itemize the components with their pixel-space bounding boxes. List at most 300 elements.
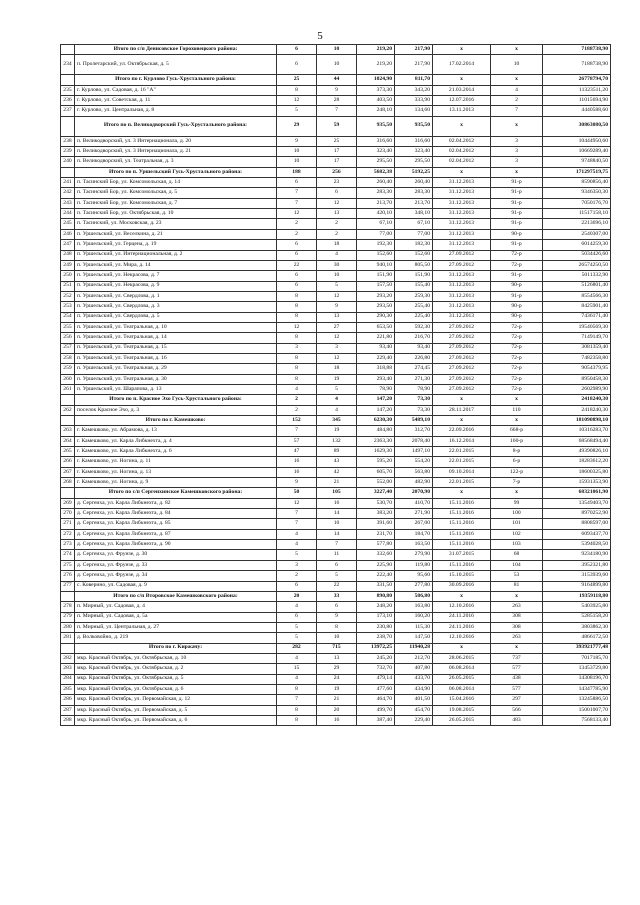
address-cell: п. Уршельский, ул. Свердлова, д. 5 [75,312,277,322]
decision-number-cell: 668-р [491,426,543,436]
decision-date-cell: 24.11.2016 [433,622,491,632]
address-cell: Итого по г. Киржачу: [75,643,277,653]
total-area-cell: 1629,30 [357,447,395,457]
total-area-cell: 293,20 [357,291,395,301]
address-cell: п. Уршельский, ул. Некрасова, д. 7 [75,271,277,281]
cost-cell: 13453729,80 [543,664,611,674]
cost-cell: 5011332,90 [543,271,611,281]
total-area-cell: 316,60 [357,136,395,146]
row-number-cell [61,395,75,405]
total-area-cell: 245,20 [357,653,395,663]
decision-date-cell: 15.11.2016 [433,519,491,529]
cost-cell: 13549403,70 [543,498,611,508]
total-area-cell: 890,80 [357,591,395,601]
decision-date-cell: 12.07.2016 [433,96,491,106]
decision-date-cell: 15.11.2016 [433,540,491,550]
cost-cell: 7188738,90 [543,55,611,75]
residential-area-cell: 343,20 [395,85,433,95]
total-area-cell: 77,00 [357,229,395,239]
decision-date-cell: x [433,416,491,426]
total-area-cell: 219,20 [357,45,395,55]
address-cell: д. Сергеиха, ул. Фрунзе, д. 33 [75,560,277,570]
table-row [61,560,611,570]
row-number-cell: 270 [61,509,75,519]
address-cell: п. Уршельский, ул. Театральная, д. 15 [75,343,277,353]
table-row [61,260,611,270]
total-area-cell: 260,40 [357,178,395,188]
residential-area-cell: 182,30 [395,240,433,250]
cost-cell: 10669289,40 [543,147,611,157]
decision-number-cell: 72-р [491,250,543,260]
apartments-count-cell: 12 [277,96,317,106]
decision-date-cell: 12.10.2016 [433,602,491,612]
cost-cell: 10316283,70 [543,426,611,436]
decision-date-cell: 15.11.2016 [433,509,491,519]
apartments-count-cell: 10 [277,157,317,167]
decision-number-cell: 7 [491,106,543,116]
cost-cell: 30863080,50 [543,116,611,136]
apartments-count-cell: 47 [277,447,317,457]
table-row [61,540,611,550]
decision-number-cell: 297 [491,695,543,705]
decision-date-cell: 27.09.2012 [433,384,491,394]
decision-number-cell: 102 [491,529,543,539]
decision-number-cell: x [491,167,543,177]
residential-area-cell: 226,80 [395,353,433,363]
total-area-cell: 147,20 [357,395,395,405]
cost-cell: 15001007,70 [543,705,611,715]
decision-number-cell: x [491,45,543,55]
total-area-cell: 477,60 [357,684,395,694]
total-area-cell: 93,40 [357,343,395,353]
decision-number-cell: 104 [491,560,543,570]
subtotal-row [61,488,611,498]
cost-cell: 68321061,90 [543,488,611,498]
address-cell: п. Мирный, ул. Центральная, д. 27 [75,622,277,632]
address-cell: п. Уршельский, ул. Театральная, д. 14 [75,333,277,343]
table-row [61,312,611,322]
decision-number-cell: 2 [491,96,543,106]
total-area-cell: 552,00 [357,478,395,488]
decision-date-cell: x [433,488,491,498]
table-row [61,426,611,436]
address-cell: п. Уршельский, ул. Свердлова, д. 1 [75,291,277,301]
decision-number-cell: 122-р [491,467,543,477]
total-area-cell: 5682,38 [357,167,395,177]
total-area-cell: 293,40 [357,374,395,384]
residential-area-cell: 78,90 [395,384,433,394]
row-number-cell [61,591,75,601]
residential-area-cell: 213,70 [395,198,433,208]
decision-number-cell: x [491,75,543,85]
apartments-count-cell: 20 [277,591,317,601]
residents-count-cell: 16 [317,498,357,508]
decision-number-cell: 6-р [491,457,543,467]
decision-date-cell: x [433,45,491,55]
residents-count-cell: 20 [317,705,357,715]
total-area-cell: 283,30 [357,188,395,198]
residential-area-cell: 2078,40 [395,436,433,446]
decision-number-cell: 91-р [491,188,543,198]
decision-date-cell: 09.10.2014 [433,467,491,477]
table-row [61,581,611,591]
total-area-cell: 3227,40 [357,488,395,498]
residential-area-cell: 5192,25 [395,167,433,177]
address-cell: г. Камешково, ул. Абрамова, д. 13 [75,426,277,436]
decision-date-cell: 06.08.2014 [433,664,491,674]
cost-cell: 15931353,90 [543,478,611,488]
row-number-cell: 242 [61,188,75,198]
address-cell: п. Тасинский, ул. Московская, д. 23 [75,219,277,229]
apartments-count-cell: 16 [277,457,317,467]
residents-count-cell: 6 [317,560,357,570]
cost-cell: 8554566,30 [543,291,611,301]
address-cell: мкр. Красный Октябрь, ул. Октябрьская, д. 2 [75,664,277,674]
address-cell: д. Сергеиха, ул. Карла Либкнехта, д. 90 [75,540,277,550]
residents-count-cell: 29 [317,664,357,674]
cost-cell: 9748840,50 [543,157,611,167]
total-area-cell: 605,70 [357,467,395,477]
page-number: 5 [317,30,323,42]
residential-area-cell: 935,50 [395,116,433,136]
residents-count-cell: 19 [317,684,357,694]
total-area-cell: 147,20 [357,405,395,415]
address-cell: мкр. Красный Октябрь, ул. Октябрьская, д. 10 [75,653,277,663]
decision-number-cell: 263 [491,602,543,612]
address-cell: Итого по с/п Денисовское Гороховецкого района: [75,45,277,55]
total-area-cell: 653,50 [357,322,395,332]
residential-area-cell: 333,90 [395,96,433,106]
residential-area-cell: 316,60 [395,136,433,146]
apartments-count-cell: 16 [277,467,317,477]
cost-cell: 14308196,70 [543,674,611,684]
apartments-count-cell: 4 [277,674,317,684]
residents-count-cell: 12 [317,353,357,363]
cost-cell: 5285158,20 [543,612,611,622]
table-row [61,209,611,219]
apartments-count-cell: 188 [277,167,317,177]
address-cell: п. Уршельский, ул. Интернациональная, д. 2 [75,250,277,260]
cost-cell: 18283612,20 [543,457,611,467]
cost-cell: 3153939,60 [543,571,611,581]
table-row [61,136,611,146]
residents-count-cell: 33 [317,591,357,601]
apartments-count-cell: 4 [277,602,317,612]
row-number-cell: 256 [61,333,75,343]
residents-count-cell: 22 [317,581,357,591]
decision-number-cell: 10 [491,55,543,75]
residential-area-cell: 212,70 [395,653,433,663]
decision-date-cell: 15.04.2016 [433,695,491,705]
residents-count-cell: 2 [317,219,357,229]
decision-date-cell: 31.12.2013 [433,219,491,229]
cost-cell: 11517158,10 [543,209,611,219]
address-cell: п. Уршельский, ул. Театральная, д. 29 [75,364,277,374]
residential-area-cell: 160,20 [395,612,433,622]
decision-date-cell: 02.04.2012 [433,157,491,167]
table-row [61,447,611,457]
cost-cell: 7188738,90 [543,45,611,55]
decision-number-cell: 99 [491,498,543,508]
residents-count-cell: 2 [317,229,357,239]
cost-cell: 10444950,60 [543,136,611,146]
cost-cell: 8970252,90 [543,509,611,519]
subtotal-row [61,643,611,653]
cost-cell: 13245886,50 [543,695,611,705]
address-cell: мкр. Красный Октябрь, ул. Первомайская, д. 6 [75,715,277,725]
total-area-cell: 221,80 [357,333,395,343]
decision-number-cell: 100 [491,509,543,519]
apartments-count-cell: 7 [277,198,317,208]
decision-number-cell: 4 [491,85,543,95]
residents-count-cell: 5 [317,281,357,291]
apartments-count-cell: 25 [277,75,317,85]
decision-date-cell: 31.12.2013 [433,240,491,250]
row-number-cell [61,45,75,55]
address-cell: мкр. Красный Октябрь, ул. Первомайская, д. 5 [75,705,277,715]
table-row [61,281,611,291]
row-number-cell: 252 [61,291,75,301]
residential-area-cell: 229,40 [395,715,433,725]
residents-count-cell: 10 [317,55,357,75]
residential-area-cell: 152,60 [395,250,433,260]
apartments-count-cell: 8 [277,364,317,374]
table-row [61,85,611,95]
cost-cell: 5126801,40 [543,281,611,291]
cost-cell: 2540307,00 [543,229,611,239]
decision-date-cell: 02.04.2012 [433,136,491,146]
table-row [61,343,611,353]
residents-count-cell: 28 [317,96,357,106]
residential-area-cell: 73,30 [395,405,433,415]
residential-area-cell: 295,50 [395,157,433,167]
cost-cell: 19359118,80 [543,591,611,601]
decision-number-cell: 7-р [491,478,543,488]
decision-number-cell: 101 [491,519,543,529]
residents-count-cell: 715 [317,643,357,653]
residents-count-cell: 345 [317,416,357,426]
row-number-cell: 281 [61,633,75,643]
total-area-cell: 290,30 [357,312,395,322]
decision-number-cell: 72-р [491,384,543,394]
table-row [61,106,611,116]
residential-area-cell: 433,70 [395,674,433,684]
residents-count-cell: 5 [317,384,357,394]
total-area-cell: 78,90 [357,384,395,394]
residents-count-cell: 19 [317,374,357,384]
address-cell: п. Великодворский, ул. 3 Интернационала, д. 20 [75,136,277,146]
decision-number-cell: 737 [491,653,543,663]
apartments-count-cell: 7 [277,188,317,198]
address-cell: поселок Красное Эхо, д. 3 [75,405,277,415]
table-row [61,653,611,663]
address-cell: п. Мирный, ул. Садовая, д. 4 [75,602,277,612]
decision-date-cell: 27.09.2012 [433,353,491,363]
decision-date-cell: 15.11.2016 [433,560,491,570]
apartments-count-cell: 5 [277,622,317,632]
table-row [61,147,611,157]
decision-number-cell: 91-р [491,271,543,281]
row-number-cell: 279 [61,612,75,622]
apartments-count-cell: 152 [277,416,317,426]
apartments-count-cell: 4 [277,529,317,539]
decision-date-cell: 22.01.2015 [433,478,491,488]
total-area-cell: 373,30 [357,85,395,95]
decision-date-cell: 22.01.2015 [433,447,491,457]
address-cell: д. Волковойно, д. 219 [75,633,277,643]
total-area-cell: 935,50 [357,116,395,136]
decision-date-cell: 31.07.2015 [433,550,491,560]
cost-cell: 171297519,75 [543,167,611,177]
table-row [61,55,611,75]
apartments-count-cell: 2 [277,219,317,229]
address-cell: п. Уршельский, ул. Некрасова, д. 9 [75,281,277,291]
apartments-count-cell: 6 [277,240,317,250]
apartments-count-cell: 282 [277,643,317,653]
residents-count-cell: 10 [317,271,357,281]
decision-date-cell: 31.12.2013 [433,209,491,219]
cost-cell: 8590856,40 [543,178,611,188]
total-area-cell: 13972,25 [357,643,395,653]
row-number-cell: 267 [61,467,75,477]
apartments-count-cell: 4 [277,384,317,394]
residential-area-cell: 134,60 [395,106,433,116]
decision-date-cell: x [433,75,491,85]
decision-number-cell: x [491,116,543,136]
total-area-cell: 295,50 [357,157,395,167]
residents-count-cell: 17 [317,157,357,167]
row-number-cell: 255 [61,322,75,332]
cost-cell: 11323511,20 [543,85,611,95]
apartments-count-cell: 6 [277,45,317,55]
decision-number-cell: 91-р [491,219,543,229]
residential-area-cell: 259,30 [395,291,433,301]
table-row [61,384,611,394]
total-area-cell: 238,70 [357,633,395,643]
apartments-count-cell: 6 [277,281,317,291]
address-cell: мкр. Красный Октябрь, ул. Первомайская, д. 12 [75,695,277,705]
residents-count-cell: 44 [317,75,357,85]
table-row [61,509,611,519]
table-row [61,674,611,684]
residential-area-cell: 554,20 [395,457,433,467]
row-number-cell [61,75,75,85]
address-cell: Итого по с/п Второвское Камешковского района: [75,591,277,601]
cost-cell: 9346350,30 [543,188,611,198]
residential-area-cell: 67,10 [395,219,433,229]
address-cell: мкр. Красный Октябрь, ул. Октябрьская, д. 6 [75,684,277,694]
address-cell: г. Курлово, ул. Центральная, д. 8 [75,106,277,116]
address-cell: г. Камешково, ул. Карла Либкнехта, д. 6 [75,447,277,457]
address-cell: г. Камешково, ул. Ногина, д. 13 [75,467,277,477]
residential-area-cell: 323,40 [395,147,433,157]
cost-cell: 18600325,80 [543,467,611,477]
table-row [61,405,611,415]
row-number-cell: 261 [61,384,75,394]
table-row [61,219,611,229]
residential-area-cell: 260,40 [395,178,433,188]
cost-cell: 3081359,40 [543,343,611,353]
total-area-cell: 940,10 [357,260,395,270]
residential-area-cell: 147,50 [395,633,433,643]
decision-number-cell: 72-р [491,322,543,332]
row-number-cell: 283 [61,664,75,674]
residents-count-cell: 105 [317,488,357,498]
total-area-cell: 323,40 [357,147,395,157]
total-area-cell: 6230,30 [357,416,395,426]
decision-date-cell: 31.12.2013 [433,281,491,291]
row-number-cell: 277 [61,581,75,591]
row-number-cell: 258 [61,353,75,363]
address-cell: п. Тасинский Бор, ул. Комсомольская, д. 7 [75,198,277,208]
residents-count-cell: 6 [317,602,357,612]
total-area-cell: 577,80 [357,540,395,550]
decision-date-cell: 16.12.2014 [433,436,491,446]
decision-number-cell: 72-р [491,364,543,374]
residents-count-cell: 24 [317,674,357,684]
row-number-cell: 246 [61,229,75,239]
row-number-cell: 284 [61,674,75,684]
decision-date-cell: x [433,643,491,653]
row-number-cell: 286 [61,695,75,705]
cost-cell: 7482358,80 [543,353,611,363]
residential-area-cell: 115,30 [395,622,433,632]
cost-cell: 7017185,70 [543,653,611,663]
row-number-cell: 243 [61,198,75,208]
apartments-count-cell: 5 [277,106,317,116]
residents-count-cell: 3 [317,343,357,353]
table-row [61,612,611,622]
apartments-count-cell: 2 [277,571,317,581]
decision-number-cell: 103 [491,540,543,550]
residential-area-cell: 267,00 [395,519,433,529]
address-cell: п. Уршельский, ул. Театральная, д. 10 [75,322,277,332]
decision-date-cell: 19.08.2015 [433,705,491,715]
cost-cell: 8425901,40 [543,302,611,312]
table-row [61,498,611,508]
apartments-count-cell: 57 [277,436,317,446]
decision-number-cell: 160-р [491,436,543,446]
address-cell: п. Пролетарский, ул. Октябрьская, д. 5 [75,55,277,75]
decision-number-cell: 72-р [491,353,543,363]
decision-date-cell: 22.01.2015 [433,457,491,467]
total-area-cell: 152,60 [357,250,395,260]
row-number-cell: 275 [61,560,75,570]
table-row [61,364,611,374]
decision-number-cell: x [491,395,543,405]
residents-count-cell: 18 [317,240,357,250]
row-number-cell: 249 [61,260,75,270]
residents-count-cell: 43 [317,457,357,467]
total-area-cell: 484,80 [357,426,395,436]
row-number-cell [61,643,75,653]
residents-count-cell: 9 [317,85,357,95]
row-number-cell: 276 [61,571,75,581]
cost-cell: 9234180,90 [543,550,611,560]
row-number-cell [61,488,75,498]
address-cell: п. Уршельский, ул. Театральная, д. 16 [75,353,277,363]
residential-area-cell: 95,60 [395,571,433,581]
residents-count-cell: 10 [317,519,357,529]
residential-area-cell: 271,90 [395,509,433,519]
row-number-cell: 285 [61,684,75,694]
decision-date-cell: 02.04.2012 [433,147,491,157]
cost-cell: 2418240,30 [543,405,611,415]
apartments-count-cell: 12 [277,209,317,219]
apartments-count-cell: 8 [277,353,317,363]
table-row [61,436,611,446]
decision-number-cell: 3 [491,136,543,146]
